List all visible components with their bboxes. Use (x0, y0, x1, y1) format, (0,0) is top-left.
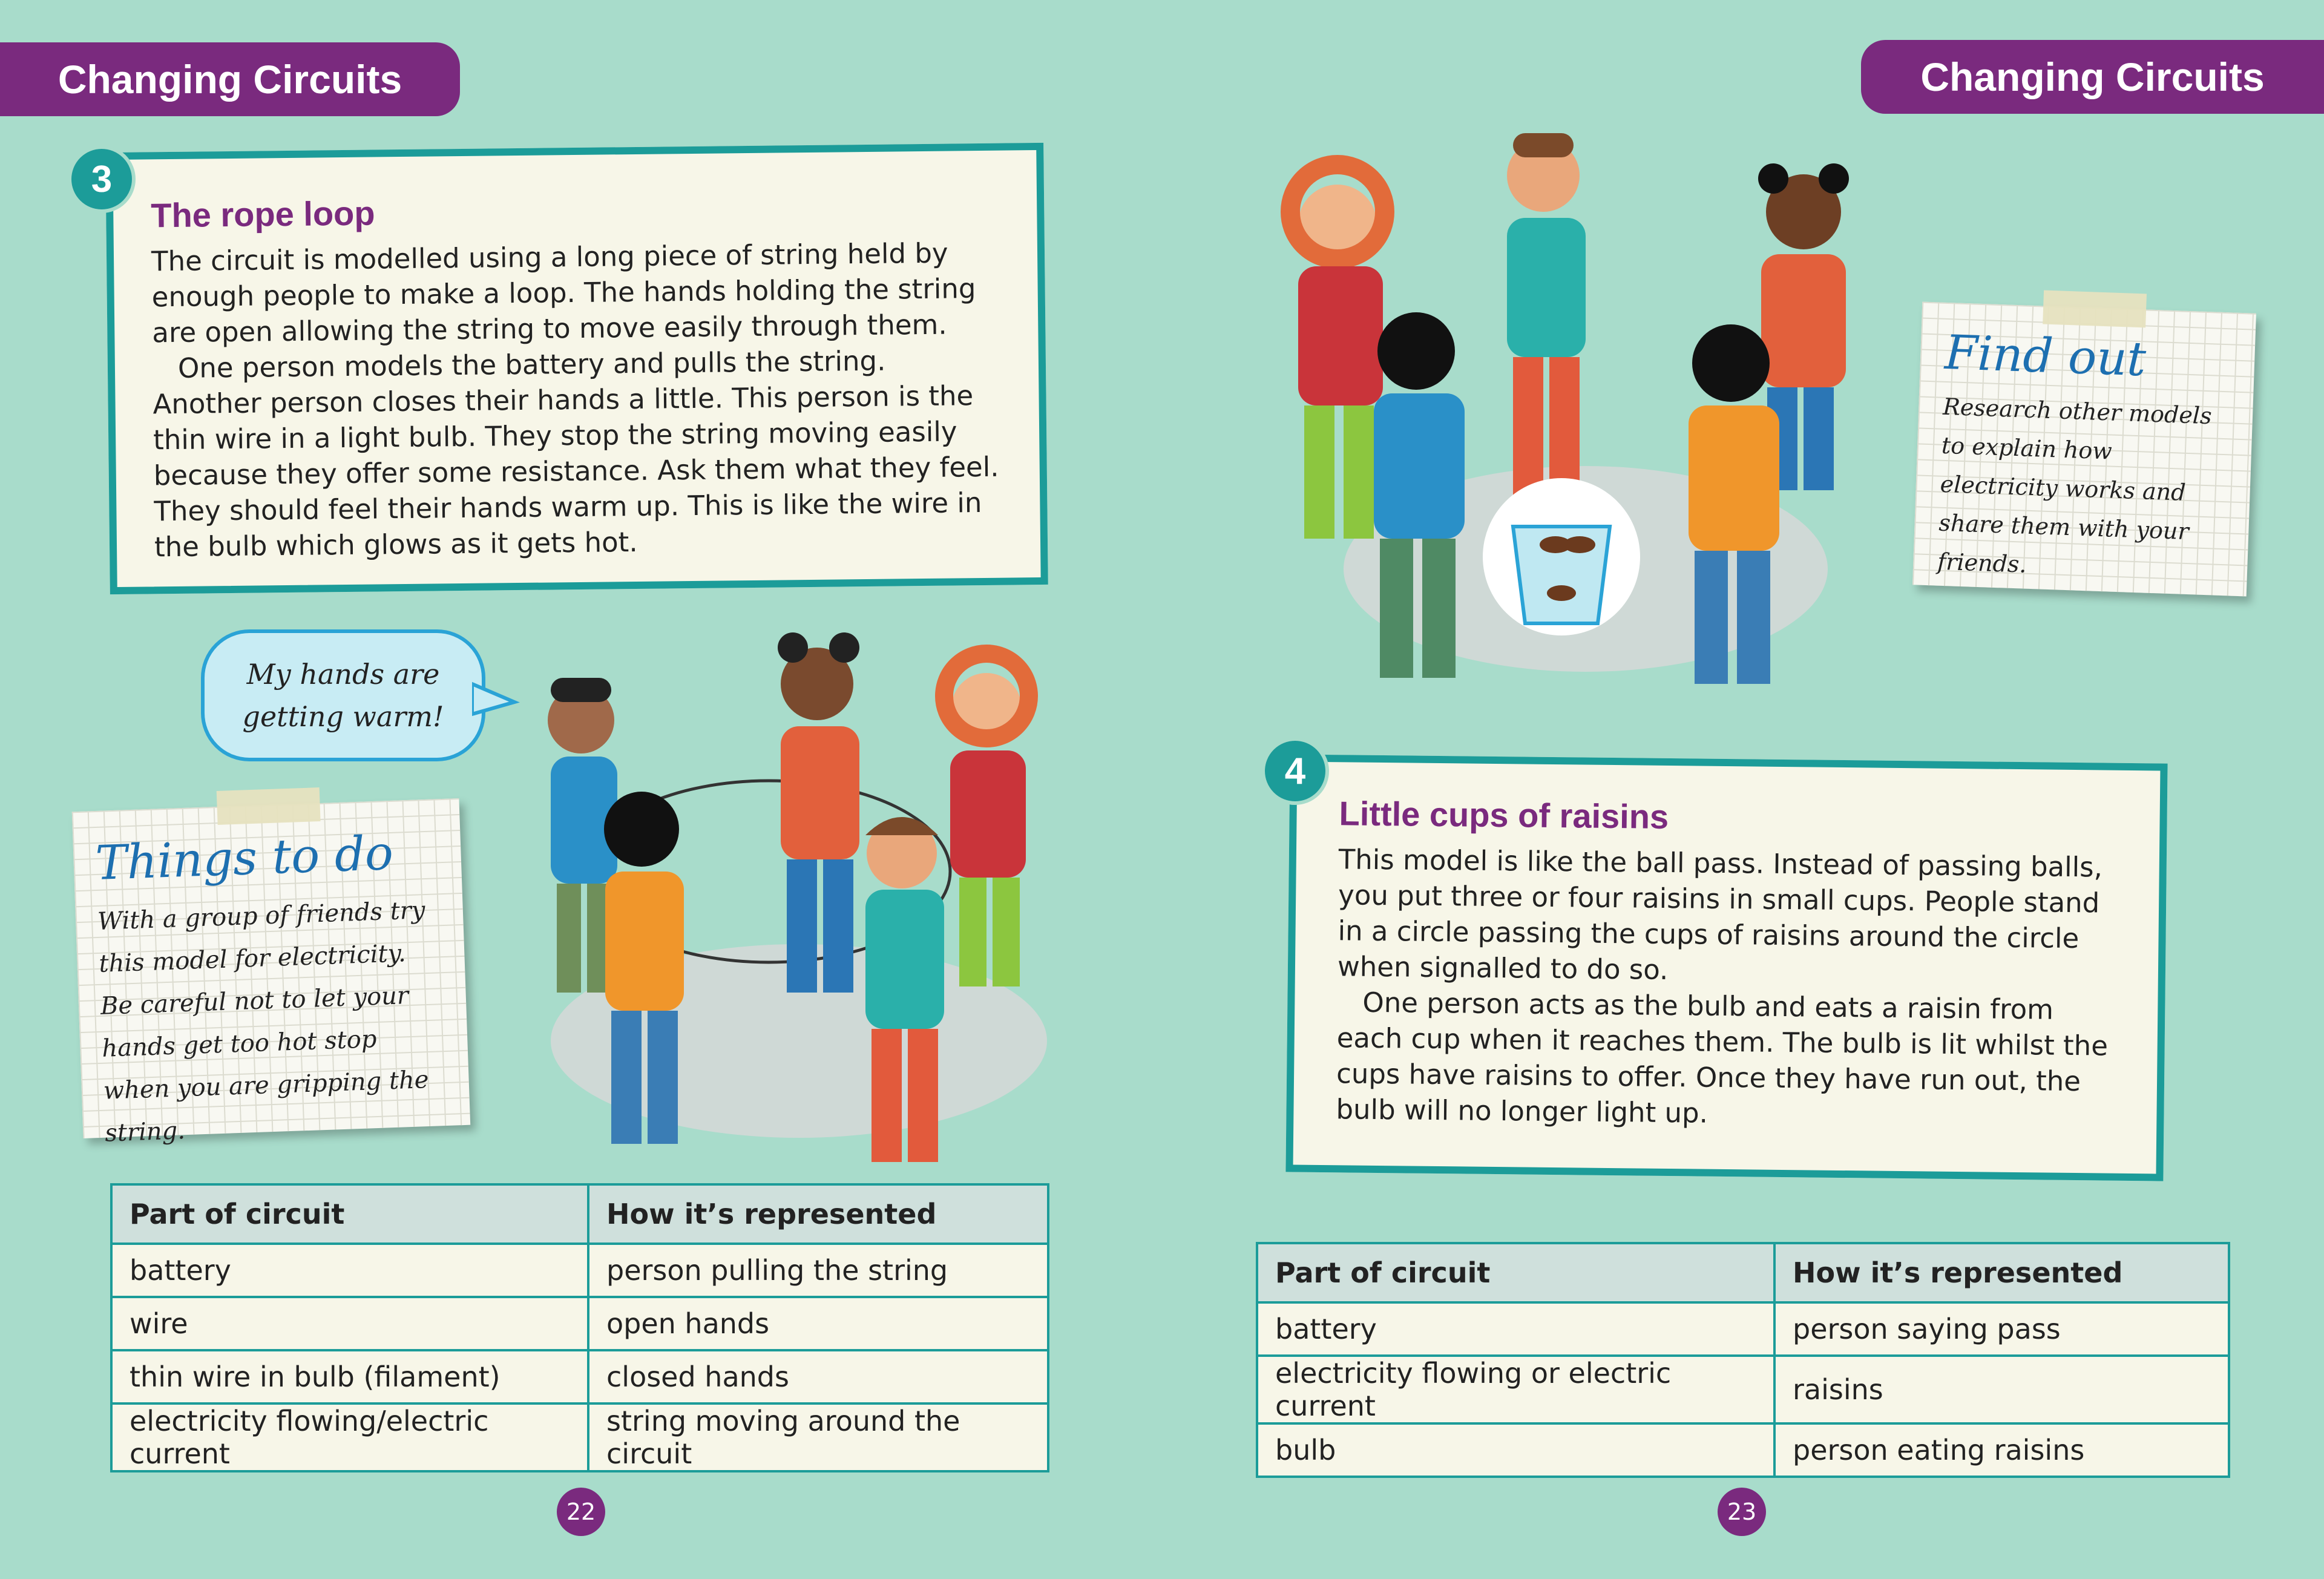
page-number-right: 23 (1718, 1488, 1766, 1536)
right-header-tab (1861, 40, 2324, 114)
section-4-para-2: One person acts as the bulb and eats a raisin from each cup when it reaches them. The bulb is lit whilst the cups have raisins to offer. Once they have run out, the bulb will no longer light up. (1336, 986, 2109, 1129)
table-cell: closed hands (588, 1350, 1048, 1403)
table-header-cell: How it’s represented (588, 1184, 1048, 1244)
table-cell: open hands (588, 1297, 1048, 1350)
table-row (111, 1244, 1048, 1297)
things-to-do-title: Things to do (94, 826, 395, 891)
table-header-row (1257, 1243, 2229, 1302)
tape-strip (217, 787, 321, 825)
table-cell: electricity flowing/electric current (111, 1403, 588, 1471)
left-header-title: Changing Circuits (57, 57, 402, 102)
table-cell: person pulling the string (588, 1244, 1048, 1297)
table-header-cell: Part of circuit (111, 1184, 588, 1244)
table-cell: battery (111, 1244, 588, 1297)
section-4-title: Little cups of raisins (1339, 794, 1669, 836)
table-header-cell: Part of circuit (1257, 1243, 1774, 1302)
section-3-title: The rope loop (150, 194, 375, 235)
table-cell: raisins (1774, 1356, 2229, 1423)
table-row (1257, 1356, 2229, 1423)
tape-strip (2043, 291, 2147, 328)
speech-bubble-tail (472, 678, 520, 726)
section-3-para-2: One person models the battery and pulls the string. Another person closes their hands a little. This person is the thin wire in a light bulb. They stop the string moving easily because they offer some resistance. Ask them what they feel. They should feel their hands warm up. This is like the wire in the bulb which glows as it gets hot. (153, 344, 999, 563)
section-4-card (1285, 754, 2167, 1181)
table-row (1257, 1302, 2229, 1356)
table-row (111, 1350, 1048, 1403)
table-header-cell: How it’s represented (1774, 1243, 2229, 1302)
table-row (1257, 1423, 2229, 1477)
section-3-para-1: The circuit is modelled using a long piece of string held by enough people to make a loop. The hands holding the string are open allowing the string to move easily through them. (151, 237, 976, 349)
section-4-para-1: This model is like the ball pass. Instead of passing balls, you put three or four raisins in small cups. People stand in a circle passing the cups of raisins around the circle when signalled to do so. (1337, 843, 2103, 986)
section-3-card (105, 143, 1048, 594)
table-row (111, 1297, 1048, 1350)
raisin-cups-illustration (1271, 121, 1852, 696)
right-header-title: Changing Circuits (1920, 54, 2265, 99)
rope-loop-illustration (514, 629, 1059, 1162)
table-cell: wire (111, 1297, 588, 1350)
table-cell: person eating raisins (1774, 1423, 2229, 1477)
left-header-tab (0, 42, 460, 116)
things-to-do-note (72, 798, 470, 1147)
section-3-number-badge: 3 (68, 145, 136, 213)
table-cell: string moving around the circuit (588, 1403, 1048, 1471)
left-circuit-table (110, 1183, 1049, 1472)
table-cell: person saying pass (1774, 1302, 2229, 1356)
speech-bubble-text: My hands are getting warm! (242, 658, 444, 733)
right-circuit-table (1256, 1242, 2230, 1478)
table-cell: bulb (1257, 1423, 1774, 1477)
page-number-left: 22 (557, 1488, 605, 1536)
speech-bubble (201, 629, 485, 761)
find-out-note (1912, 302, 2256, 597)
find-out-title: Find out (1943, 325, 2147, 387)
table-cell: thin wire in bulb (filament) (111, 1350, 588, 1403)
table-row (111, 1403, 1048, 1471)
table-cell: battery (1257, 1302, 1774, 1356)
table-header-row (111, 1184, 1048, 1244)
things-to-do-text: With a group of friends try this model for electricity. Be careful not to let your hands get too hot stop when you are gripping the string. (97, 896, 430, 1147)
find-out-text: Research other models to explain how electricity works and share them with your friends. (1937, 393, 2213, 578)
table-cell: electricity flowing or electric current (1257, 1356, 1774, 1423)
section-4-number-badge: 4 (1261, 737, 1329, 805)
